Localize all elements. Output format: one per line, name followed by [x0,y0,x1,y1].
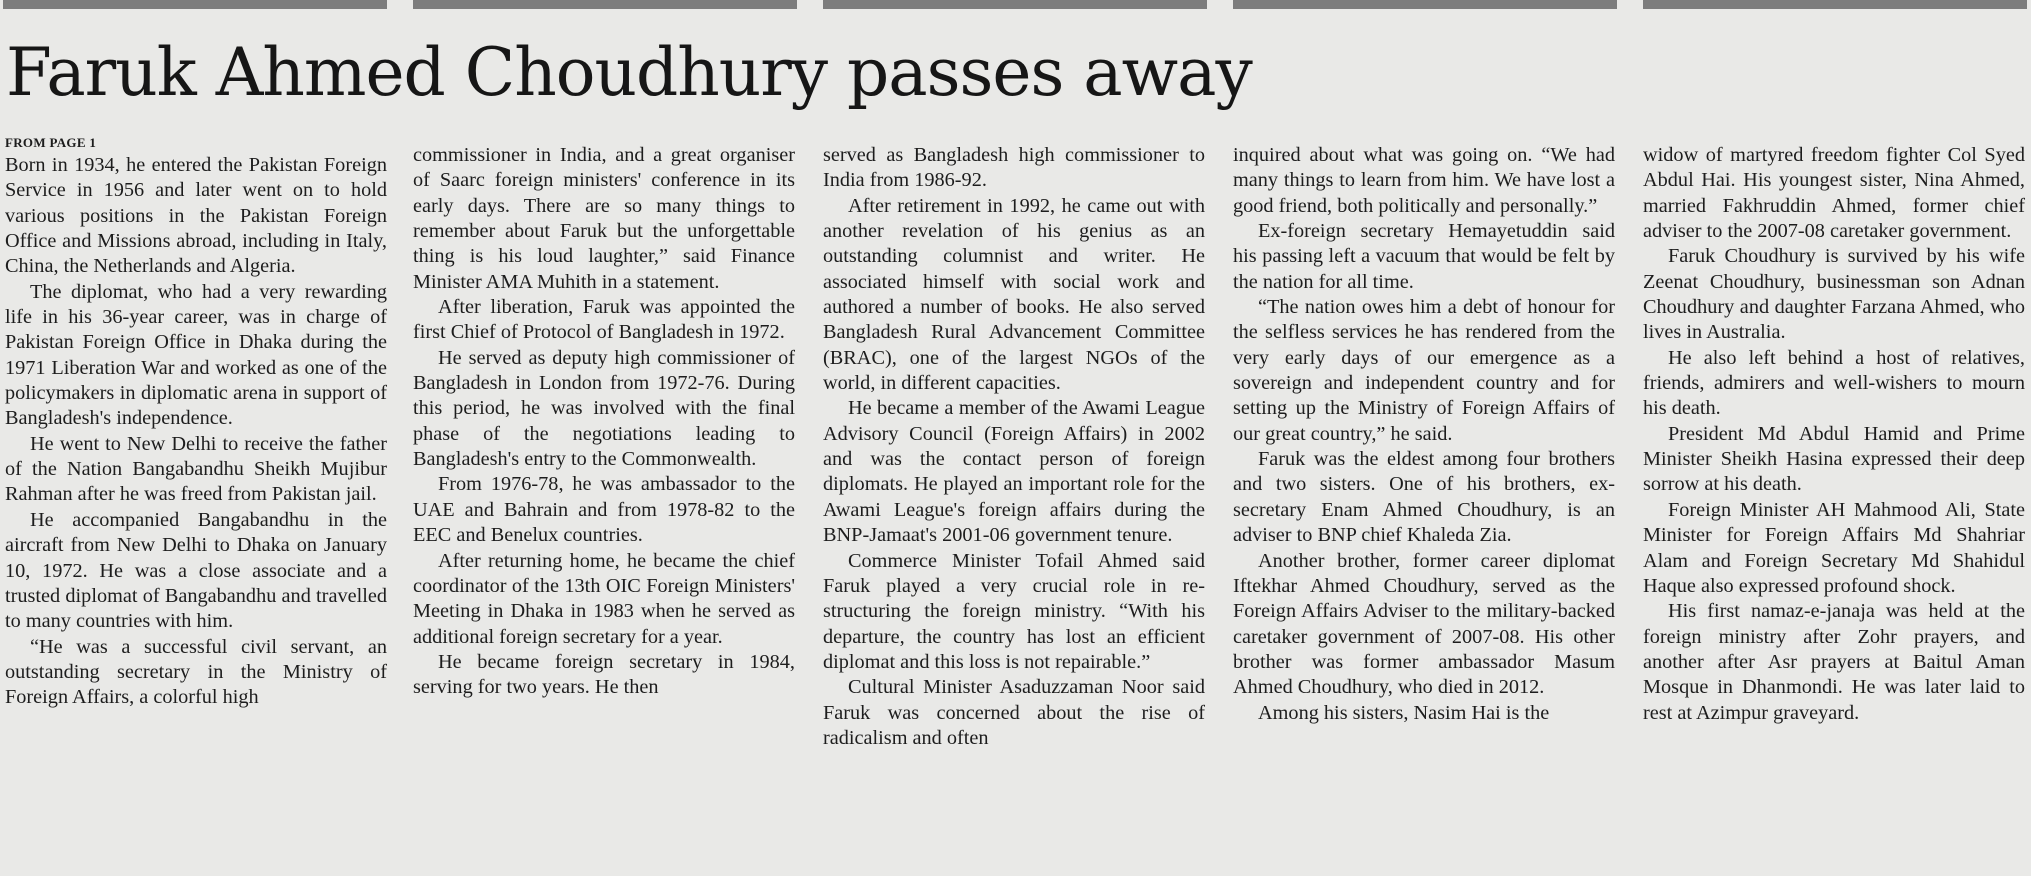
article-column-2 [413,143,795,701]
paragraph: The diplomat, who had a very rewarding life in his 36-year career, was in charge of Pakistan Foreign Office in Dhaka during the 1971 Liberation War and worked as one of the policymakers in diplomatic arena in support of Bangladesh's independence. [5,280,387,430]
paragraph: After returning home, he became the chief coordinator of the 13th OIC Foreign Ministers' Meeting in Dhaka in 1983 when he served as additional foreign secretary for a year. [413,549,795,648]
kicker-from-page: FROM PAGE 1 [5,135,97,150]
paragraph: Faruk was the eldest among four brothers and two sisters. One of his brothers, ex-secretary Enam Ahmed Choudhury, is an adviser to BNP chief Khaleda Zia. [1233,448,1615,547]
top-rule-5 [1643,0,2027,9]
paragraph: Another brother, former career diplomat Iftekhar Ahmed Choudhury, served as the Foreign Affairs Adviser to the military-backed caretaker government of 2007-08. His other brother was former ambassador Masum Ahmed Choudhury, who died in 2012. [1233,549,1615,699]
paragraph: Ex-foreign secretary Hemayetuddin said his passing left a vacuum that would be felt by the nation for all time. [1233,220,1615,293]
article-column-5 [1643,143,2025,726]
paragraph: commissioner in India, and a great organiser of Saarc foreign ministers' conference in its early days. There are so many things to remember about Faruk but the unforgettable thing is his loud laughter,” said Finance Minister AMA Muhith in a statement. [413,144,795,293]
top-rule-4 [1233,0,1617,9]
paragraph: He served as deputy high commissioner of Bangladesh in London from 1972-76. During this period, he was involved with the final phase of the negotiations leading to Bangladesh's entry to the Commonwealth. [413,346,795,471]
article-column-4 [1233,143,1615,726]
paragraph: He went to New Delhi to receive the father of the Nation Bangabandhu Sheikh Mujibur Rahman after he was freed from Pakistan jail. [5,432,387,506]
paragraph: Commerce Minister Tofail Ahmed said Faruk played a very crucial role in re-structuring the foreign ministry. “With his departure, the country has lost an efficient diplomat and this loss is not repairable.” [823,549,1205,673]
paragraph: He became foreign secretary in 1984, serving for two years. He then [413,650,795,699]
paragraph: inquired about what was going on. “We had many things to learn from him. We have lost a good friend, both politically and personally.” [1233,144,1615,217]
top-rule-3 [823,0,1207,9]
paragraph: Among his sisters, Nasim Hai is the [1258,701,1550,724]
paragraph: After retirement in 1992, he came out with another revelation of his genius as an outstanding columnist and writer. He associated himself with social work and authored a number of books. He also served Bangladesh Rural Advancement Committee (BRAC), one of the largest NGOs of the world, in different capacities. [823,194,1205,395]
paragraph: After liberation, Faruk was appointed the first Chief of Protocol of Bangladesh in 1972. [413,296,795,344]
paragraph: His first namaz-e-janaja was held at the foreign ministry after Zohr prayers, and another after Asr prayers at Baitul Aman Mosque in Dhanmondi. He was later laid to rest at Azimpur graveyard. [1643,600,2025,724]
paragraph: served as Bangladesh high commissioner to India from 1986-92. [823,144,1205,192]
paragraph: He became a member of the Awami League Advisory Council (Foreign Affairs) in 2002 and was the contact person of foreign diplomats. He played an important role for the Awami League's foreign affairs during the BNP-Jamaat's 2001-06 government tenure. [823,397,1205,547]
paragraph: Faruk Choudhury is survived by his wife Zeenat Choudhury, businessman son Adnan Choudhury and daughter Farzana Ahmed, who lives in Australia. [1643,245,2025,344]
paragraph: Cultural Minister Asaduzzaman Noor said Faruk was concerned about the rise of radicalism and often [823,676,1205,749]
paragraph: He accompanied Bangabandhu in the aircraft from New Delhi to Dhaka on January 10, 1972. He was a close associate and a trusted diplomat of Bangabandhu and travelled to many countries with him. [5,508,387,633]
top-rules [0,0,2031,12]
paragraph: Foreign Minister AH Mahmood Ali, State Minister for Foreign Affairs Md Shahriar Alam and Foreign Secretary Md Shahidul Haque also expressed profound shock. [1643,498,2025,597]
paragraph: He also left behind a host of relatives, friends, admirers and well-wishers to mourn his death. [1643,346,2025,420]
article-column-3 [823,143,1205,751]
article-column-1 [5,136,387,711]
paragraph: From 1976-78, he was ambassador to the UAE and Bahrain and from 1978-82 to the EEC and Benelux countries. [413,473,795,547]
paragraph: widow of martyred freedom fighter Col Syed Abdul Hai. His youngest sister, Nina Ahmed, married Fakhruddin Ahmed, former chief adviser to the 2007-08 caretaker government. [1643,144,2025,243]
paragraph: “The nation owes him a debt of honour for the selfless services he has rendered from the very early days of our emergence as a sovereign and independent country and for setting up the Ministry of Foreign Affairs of our great country,” he said. [1233,296,1615,445]
paragraph: President Md Abdul Hamid and Prime Minister Sheikh Hasina expressed their deep sorrow at his death. [1643,422,2025,496]
article-headline: Faruk Ahmed Choudhury passes away [6,34,1252,111]
top-rule-2 [413,0,797,9]
paragraph: “He was a successful civil servant, an outstanding secretary in the Ministry of Foreign Affairs, a colorful high [5,635,387,709]
paragraph: Born in 1934, he entered the Pakistan Foreign Service in 1956 and later went on to hold various positions in the Pakistan Foreign Office and Missions abroad, including in Italy, China, the Netherlands and Algeria. [5,154,387,278]
top-rule-1 [3,0,387,9]
